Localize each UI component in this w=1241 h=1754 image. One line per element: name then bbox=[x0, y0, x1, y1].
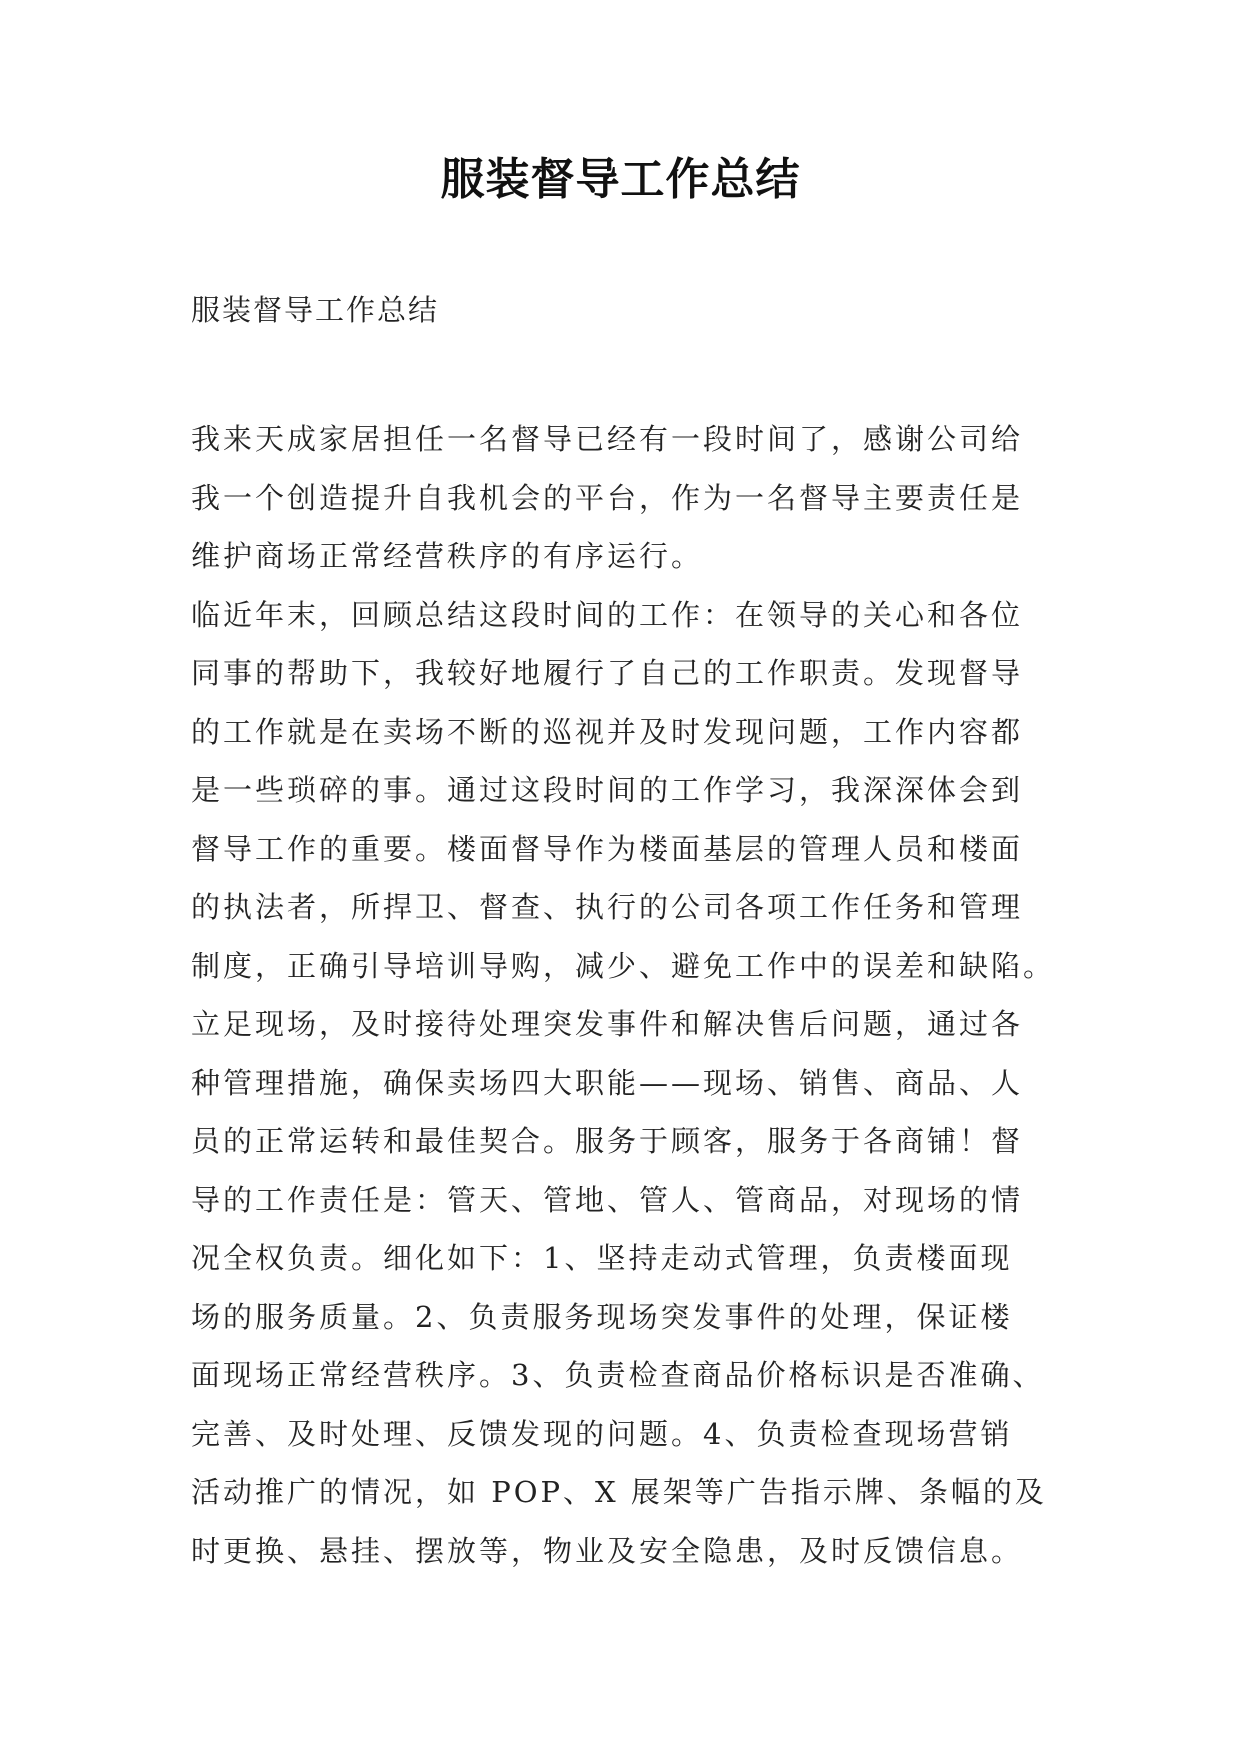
document-body bbox=[191, 410, 1061, 1580]
body-line: 的执法者，所捍卫、督查、执行的公司各项工作任务和管理 bbox=[191, 890, 1024, 924]
body-line: 导的工作责任是：管天、管地、管人、管商品，对现场的情 bbox=[191, 1182, 1024, 1217]
body-line: 况全权负责。细化如下：1、坚持走动式管理，负责楼面现 bbox=[191, 1241, 1013, 1275]
document-subtitle: 服装督导工作总结 bbox=[191, 293, 440, 327]
body-line: 督导工作的重要。楼面督导作为楼面基层的管理人员和楼面 bbox=[191, 831, 1024, 866]
body-line: 完善、及时处理、反馈发现的问题。4、负责检查现场营销 bbox=[191, 1416, 1013, 1451]
body-line: 的工作就是在卖场不断的巡视并及时发现问题，工作内容都 bbox=[191, 714, 1024, 749]
document-title: 服装督导工作总结 bbox=[440, 154, 801, 205]
body-line: 面现场正常经营秩序。3、负责检查商品价格标识是否准确、 bbox=[191, 1358, 1045, 1392]
body-line: 员的正常运转和最佳契合。服务于顾客，服务于各商铺！督 bbox=[191, 1124, 1024, 1158]
body-line: 临近年末，回顾总结这段时间的工作：在领导的关心和各位 bbox=[191, 597, 1024, 632]
body-line: 种管理措施，确保卖场四大职能——现场、销售、商品、人 bbox=[191, 1065, 1024, 1100]
body-line: 是一些琐碎的事。通过这段时间的工作学习，我深深体会到 bbox=[191, 773, 1024, 807]
body-line: 时更换、悬挂、摆放等，物业及安全隐患，及时反馈信息。 bbox=[191, 1533, 1024, 1568]
body-line: 立足现场，及时接待处理突发事件和解决售后问题，通过各 bbox=[191, 1007, 1024, 1041]
body-line: 维护商场正常经营秩序的有序运行。 bbox=[191, 539, 704, 573]
body-line: 制度，正确引导培训导购，减少、避免工作中的误差和缺陷。 bbox=[191, 948, 1056, 983]
body-line: 同事的帮助下，我较好地履行了自己的工作职责。发现督导 bbox=[191, 656, 1024, 690]
body-line: 我来天成家居担任一名督导已经有一段时间了，感谢公司给 bbox=[191, 422, 1024, 456]
body-line: 我一个创造提升自我机会的平台，作为一名督导主要责任是 bbox=[191, 480, 1024, 515]
body-line: 活动推广的情况，如 POP、X 展架等广告指示牌、条幅的及 bbox=[191, 1475, 1047, 1509]
body-line: 场的服务质量。2、负责服务现场突发事件的处理，保证楼 bbox=[191, 1299, 1013, 1334]
